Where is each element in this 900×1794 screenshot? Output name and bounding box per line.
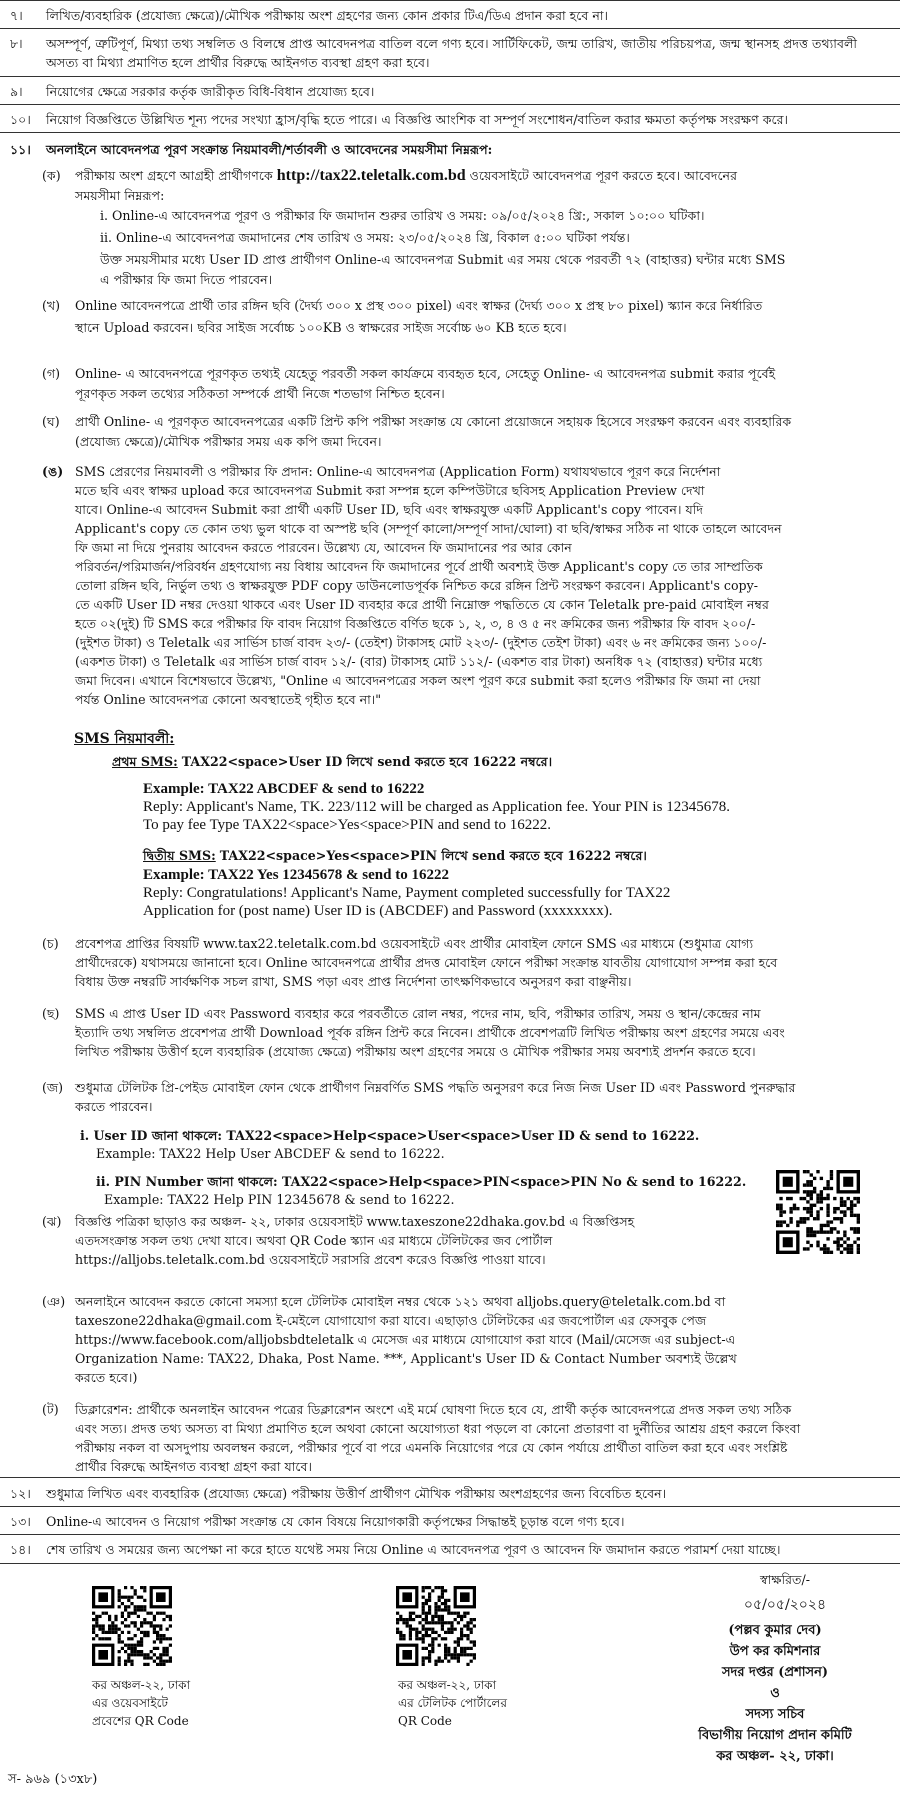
- sub-ch-line: প্রবেশপত্র প্রাপ্তির বিষয়টি www.tax22.teletalk.com.bd ওয়েবসাইটে এবং প্রার্থীর মোবাইল ফোনে SMS এর মাধ্যমে (শুধুমাত্র যোগ্য: [75, 936, 754, 951]
- sub-j-i1: i. User ID জানা থাকলে: TAX22<space>Help<space>User<space>User ID & send to 16222.: [80, 1128, 700, 1143]
- signature-line: সদস্য সচিব: [745, 1707, 805, 1722]
- signature-signed: স্বাক্ষরিত/-: [760, 1572, 810, 1587]
- sub-ch-line: প্রার্থীদেরকে) যথাসময়ে জানানো হবে। Online আবেদনপত্রে প্রার্থীর প্রদত্ত মোবাইল ফোনে পরীক্ষা সংক্রান্ত যাবতীয় যোগাযোগ সম্পন্ন করা হবে: [75, 955, 778, 970]
- sub-k-text-b: ওয়েবসাইটে আবেদনপত্র পূরণ করতে হবে। আবেদনের: [469, 168, 737, 183]
- signature-date: ০৫/০৫/২০২৪: [743, 1597, 827, 1613]
- sub-kh-line1: Online আবেদনপত্রে প্রার্থী তার রঙ্গিন ছবি (দৈর্ঘ্য ৩০০ x প্রস্থ ৩০০ pixel) এবং স্বাক্ষর (দৈর্ঘ্য ৩০০ x প্রস্থ ৮০ pixel) স্ক্যান করে নির্ধারিত: [75, 298, 763, 313]
- divider: [0, 28, 900, 29]
- sub-t-line: ডিক্লারেশন: প্রার্থীকে অনলাইন আবেদন পত্রের ডিক্লারেশন অংশে এই মর্মে ঘোষণা দিতে হবে যে, প্রার্থী কর্তৃক আবেদনপত্রে প্রদত্ত সকল তথ্য সঠিক: [75, 1402, 792, 1417]
- sub-ng-line: (দুইশত টাকা) ও Teletalk এর সার্ভিস চার্জ বাবদ ২৩/- (তেইশ) টাকাসহ মোট ২২৩/- (দুইশত তেইশ টাকা) এবং ৬ নং ক্রমিকের জন্য ১০০/-: [75, 635, 767, 650]
- sub-ng-line: জমা দিবেন। এখানে বিশেষভাবে উল্লেখ্য, "Online এ আবেদনপত্রের সকল অংশ পূরণ করে submit করা হলেও পরীক্ষার ফি জমা না দেয়া: [75, 673, 761, 688]
- sms-second-label: দ্বিতীয় SMS:: [143, 848, 216, 863]
- teletalk-url: http://tax22.teletalk.com.bd: [276, 167, 466, 184]
- signature-line: কর অঞ্চল- ২২, ঢাকা।: [716, 1749, 834, 1764]
- sub-k-note2: এ পরীক্ষার ফি জমা দিতে পারবেন।: [100, 272, 273, 287]
- qr-teletalk-caption: [398, 1676, 598, 1730]
- sms-reply-1b: To pay fee Type TAX22<space>Yes<space>PIN and send to 16222.: [143, 817, 551, 833]
- item-number: ১২।: [10, 1486, 31, 1501]
- item-number: ১৩।: [10, 1514, 31, 1529]
- sub-k-line1: [75, 166, 887, 185]
- divider: [0, 1506, 900, 1507]
- sub-j-line: করতে পারবেন।: [75, 1099, 153, 1114]
- item-10-text: নিয়োগ বিজ্ঞপ্তিতে উল্লিখিত শূন্য পদের সংখ্যা হ্রাস/বৃদ্ধি হতে পারে। এ বিজ্ঞপ্তি আংশিক বা সম্পূর্ণ সংশোধন/বাতিল করার ক্ষমতা কর্তৃপক্ষ সংরক্ষণ করে।: [46, 112, 789, 127]
- sub-j-ex2: Example: TAX22 Help PIN 12345678 & send to 16222.: [104, 1192, 455, 1207]
- divider: [0, 1563, 900, 1564]
- sub-t-line: প্রার্থীর বিরুদ্ধে আইনগত ব্যবস্থা গ্রহণ করা যাবে।: [75, 1459, 312, 1474]
- sub-jh-line: বিজ্ঞপ্তি পত্রিকা ছাড়াও কর অঞ্চল- ২২, ঢাকার ওয়েবসাইট www.taxeszone22dhaka.gov.bd এ বিজ্ঞপ্তিসহ: [75, 1214, 635, 1229]
- sub-chh-line: লিখিত পরীক্ষায় উত্তীর্ণ হলে ব্যবহারিক (প্রযোজ্য ক্ষেত্রে) পরীক্ষায় অংশ গ্রহণের সময়ে ও মৌখিক পরীক্ষার সময় অবশ্যই প্রদর্শন করতে হবে।: [75, 1044, 756, 1059]
- sub-label: (ঙ): [42, 464, 64, 479]
- item-9-text: নিয়োগের ক্ষেত্রে সরকার কর্তৃক জারীকৃত বিধি-বিধান প্রযোজ্য হবে।: [46, 84, 375, 99]
- qr-code-teletalk: [396, 1586, 476, 1666]
- sub-nya-line: taxeszone22dhaka@gmail.com ই-মেইলে যোগাযোগ করা যাবে। এছাড়াও টেলিটকের এর জবপোর্টাল এর ফেসবুক পেজ: [75, 1313, 707, 1328]
- sub-ng-line: যাবে। Online-এ আবেদন Submit করা প্রার্থী একটি User ID, ছবি এবং স্বাক্ষরযুক্ত একটি Applicant's copy পাবেন। যদি: [75, 502, 703, 517]
- sms-second: [143, 846, 893, 865]
- sms-reply-2b: Application for (post name) User ID is (ABCDEF) and Password (xxxxxxxx).: [143, 903, 613, 919]
- sms-first-text: TAX22<space>User ID লিখে send করতে হবে 16222 নম্বরে।: [181, 754, 553, 769]
- qr-caption-line: প্রবেশের QR Code: [92, 1714, 189, 1728]
- sms-example-2: Example: TAX22 Yes 12345678 & send to 16222: [143, 867, 449, 883]
- item-11-heading: অনলাইনে আবেদনপত্র পূরণ সংক্রান্ত নিয়মাবলী/শর্তাবলী ও আবেদনের সময়সীমা নিম্নরূপ:: [46, 142, 493, 157]
- sub-label: (ঝ): [42, 1214, 62, 1229]
- sub-j-ex1: Example: TAX22 Help User ABCDEF & send to 16222.: [96, 1146, 445, 1161]
- sub-k-note1: উক্ত সময়সীমার মধ্যে User ID প্রাপ্ত প্রার্থীগণ Online-এ আবেদনপত্র Submit এর সময় থেকে পরবর্তী ৭২ (বাহাত্তর) ঘন্টার মধ্যে SMS: [100, 252, 786, 267]
- divider: [0, 0, 900, 1]
- divider: [0, 132, 900, 133]
- sub-k-line2: সময়সীমা নিম্নরূপ:: [75, 188, 165, 203]
- sub-jh-body: [75, 1212, 765, 1269]
- sub-label: (ঞ): [42, 1294, 66, 1309]
- item-number: ১১।: [10, 142, 31, 157]
- sub-ng-line: পরিবর্তন/পরিমার্জন/পরিবর্ধন গ্রহণযোগ্য নয় বিধায় আবেদন ফি জমাদানের পূর্বে প্রার্থী অবশ্যই উক্ত Applicant's copy তে তার সাম্প্রতিক: [75, 559, 763, 574]
- sub-k-ii: ii. Online-এ আবেদনপত্র জমাদানের শেষ তারিখ ও সময়: ২৩/০৫/২০২৪ খ্রি, বিকাল ৫:০০ ঘটিকা পর্যন্ত।: [100, 230, 630, 245]
- sub-nya-line: Organization Name: TAX22, Dhaka, Post Name. ***, Applicant's User ID & Contact Number অবশ্যই উল্লেখ: [75, 1351, 737, 1366]
- sms-rules-title: SMS নিয়মাবলী:: [74, 731, 175, 747]
- sub-j-line: শুধুমাত্র টেলিটক প্রি-পেইড মোবাইল ফোন থেকে প্রার্থীগণ নিম্নবর্ণিত SMS পদ্ধতি অনুসরণ করে নিজ নিজ User ID এবং Password পুনরুদ্ধার: [75, 1080, 796, 1095]
- item-12-text: শুধুমাত্র লিখিত এবং ব্যবহারিক (প্রযোজ্য ক্ষেত্রে) পরীক্ষায় উত্তীর্ণ প্রার্থীগণ মৌখিক পরীক্ষায় অংশগ্রহণের জন্য বিবেচিত হবেন।: [46, 1486, 667, 1501]
- sub-ng-line: তে একটি User ID নম্বর দেওয়া থাকবে এবং User ID ব্যবহার করে প্রার্থী নিম্নোক্ত পদ্ধতিতে যে কোন Teletalk pre-paid মোবাইল নম্বর: [75, 597, 769, 612]
- item-number: ৭।: [10, 8, 23, 23]
- signature-line: উপ কর কমিশনার: [729, 1644, 821, 1659]
- sub-nya-line: অনলাইনে আবেদন করতে কোনো সমস্যা হলে টেলিটক মোবাইল নম্বর থেকে ১২১ অথবা alljobs.query@teletalk.com.bd বা: [75, 1294, 726, 1309]
- divider: [0, 1477, 900, 1478]
- sub-chh-body: [75, 1004, 890, 1061]
- item-number: ১০।: [10, 112, 31, 127]
- qr-caption-line: এর টেলিটক পোর্টালের: [398, 1696, 507, 1710]
- sub-ng-line: হতে ০২(দুই) টি SMS করে পরীক্ষার ফি বাবদ নিয়োগ বিজ্ঞপ্তিতে বর্ণিত ছকে ১, ২, ৩, ৪ ও ৫ নং ক্রমিকের জন্য পরীক্ষার ফি বাবদ ২০০/-: [75, 616, 756, 631]
- sub-jh-line: এতদসংক্রান্ত সকল তথ্য দেখা যাবে। অথবা QR Code স্ক্যান এর মাধ্যমে টেলিটকের জব পোর্টাল: [75, 1233, 553, 1248]
- signature-line: সদর দপ্তর (প্রশাসন): [721, 1665, 829, 1680]
- sub-k-i: i. Online-এ আবেদনপত্র পূরণ ও পরীক্ষার ফি জমাদান শুরুর তারিখ ও সময়: ০৯/০৫/২০২৪ খ্রি:, সকাল ১০:০০ ঘটিকা।: [100, 208, 705, 223]
- item-13-text: Online-এ আবেদন ও নিয়োগ পরীক্ষা সংক্রান্ত যে কোন বিষয়ে নিয়োগকারী কর্তৃপক্ষের সিদ্ধান্তই চূড়ান্ত বলে গণ্য হবে।: [46, 1514, 625, 1529]
- qr-caption-line: এর ওয়েবসাইটে: [92, 1696, 168, 1710]
- sub-label: (চ): [42, 936, 59, 951]
- sub-nya-line: করতে হবে।): [75, 1370, 138, 1385]
- sub-g-line2: পূরণকৃত সকল তথ্যের সঠিকতা সম্পর্কে প্রার্থী নিজে শতভাগ নিশ্চিত হবেন।: [75, 386, 445, 401]
- sub-ng-body: [75, 462, 890, 709]
- sub-ng-line: তোলা রঙ্গিন ছবি, নির্ভুল তথ্য ও স্বাক্ষরযুক্ত PDF copy ডাউনলোডপূর্বক নিশ্চিত করে রঙ্গিন প্রিন্ট সংরক্ষণ করবেন। Applicant's copy-: [75, 578, 758, 593]
- item-14-text: শেষ তারিখ ও সময়ের জন্য অপেক্ষা না করে হাতে যথেষ্ট সময় নিয়ে Online এ আবেদনপত্র পূরণ ও আবেদন ফি জমাদান করতে পরামর্শ দেয়া যাচ্ছে।: [46, 1542, 781, 1557]
- qr-code-website: [92, 1586, 172, 1666]
- signature-line: (পল্লব কুমার দেব): [728, 1623, 822, 1638]
- divider: [0, 104, 900, 105]
- sub-ng-line: SMS প্রেরণের নিয়মাবলী ও পরীক্ষার ফি প্রদান: Online-এ আবেদনপত্র (Application Form) যথাযথভাবে পূরণ করে নির্দেশনা: [75, 464, 721, 479]
- item-number: ৯।: [10, 84, 23, 99]
- signature-line: বিভাগীয় নিয়োগ প্রদান কমিটি: [698, 1728, 852, 1743]
- sub-j-i2: ii. PIN Number জানা থাকলে: TAX22<space>Help<space>PIN<space>PIN No & send to 16222.: [96, 1174, 747, 1189]
- sub-kh-line2: স্থানে Upload করবেন। ছবির সাইজ সর্বোচ্চ ১০০KB ও স্বাক্ষরের সাইজ সর্বোচ্চ ৬০ KB হতে হবে।: [75, 320, 567, 335]
- sub-t-line: পরীক্ষায় নকল বা অসদুপায় অবলম্বন করলে, পরীক্ষার পূর্বে বা পরে এমনকি নিয়োগের পরে যে কোন পর্যায়ে প্রার্থীতা বাতিল করা হবে এবং সংশ্লিষ্ট: [75, 1440, 788, 1455]
- sub-label: (ছ): [42, 1006, 60, 1021]
- item-8-text: অসম্পূর্ণ, ত্রুটিপূর্ণ, মিথ্যা তথ্য সম্বলিত ও বিলম্বে প্রাপ্ত আবেদনপত্র বাতিল বলে গণ্য হবে। সার্টিফিকেট, জন্ম তারিখ, জাতীয় পরিচয়পত্র, জন্ম স্থানসহ প্রদত্ত তথ্যাবলী অসত্য বা মিথ্যা প্রমাণিত হলে প্রার্থীর বিরুদ্ধে আইনগত ব্যবস্থা গ্রহণ করা হবে।: [46, 36, 857, 70]
- sub-t-body: [75, 1400, 890, 1476]
- sub-gh-line1: প্রার্থী Online- এ পূরণকৃত আবেদনপত্রের একটি প্রিন্ট কপি পরীক্ষা সংক্রান্ত যে কোনো প্রয়োজনে সহায়ক হিসেবে সংরক্ষণ করবেন এবং ব্যবহারিক: [75, 414, 792, 429]
- sub-ng-line: (একশত টাকা) ও Teletalk এর সার্ভিস চার্জ বাবদ ১২/- (বার) টাকাসহ মোট ১১২/- (একশত বার টাকা) অনধিক ৭২ (বাহাত্তর) ঘন্টার মধ্যে: [75, 654, 763, 669]
- sub-gh-line2: (প্রযোজ্য ক্ষেত্রে)/মৌখিক পরীক্ষার সময় এক কপি জমা দিবেন।: [75, 434, 382, 449]
- sub-label: (ঘ): [42, 414, 60, 429]
- item-number: ১৪।: [10, 1542, 31, 1557]
- sub-jh-line: https://alljobs.teletalk.com.bd ওয়েবসাইটে সরাসরি প্রবেশ করেও বিজ্ঞপ্তি পাওয়া যাবে।: [75, 1252, 546, 1267]
- sub-label: (ট): [42, 1402, 59, 1417]
- sms-first: [112, 752, 892, 771]
- qr-code-right: [776, 1170, 860, 1254]
- signature-block: [660, 1620, 890, 1767]
- qr-caption-line: কর অঞ্চল-২২, ঢাকা: [398, 1678, 497, 1692]
- qr-caption-line: QR Code: [398, 1714, 452, 1728]
- qr-caption-line: কর অঞ্চল-২২, ঢাকা: [92, 1678, 191, 1692]
- divider: [0, 76, 900, 77]
- sub-label: (খ): [42, 298, 61, 313]
- sub-ng-line: পর্যন্ত Online আবেদনপত্র কোনো অবস্থাতেই গৃহীত হবে না।": [75, 692, 382, 707]
- sub-g-line1: Online- এ আবেদনপত্রে পূরণকৃত তথ্যই যেহেতু পরবর্তী সকল কার্যক্রমে ব্যবহৃত হবে, সেহেতু Online- এ আবেদনপত্র submit করার পূর্বেই: [75, 366, 776, 381]
- sub-nya-body: [75, 1292, 890, 1387]
- sms-first-label: প্রথম SMS:: [112, 754, 178, 769]
- footer-code: স- ৯৬৯ (১৩x৮): [8, 1772, 98, 1787]
- sub-label: (গ): [42, 366, 61, 381]
- sub-ng-line: Applicant's copy তে কোন তথ্য ভুল থাকে বা অস্পষ্ট ছবি (সম্পূর্ণ কালো/সম্পূর্ণ সাদা/ঘোলা) বা ছবি/স্বাক্ষর সঠিক না থাকে তাহলে আবেদন: [75, 521, 782, 536]
- sms-example-1: Example: TAX22 ABCDEF & send to 16222: [143, 781, 425, 797]
- sms-reply-2a: Reply: Congratulations! Applicant's Name, Payment completed successfully for TAX22: [143, 885, 671, 901]
- sub-ch-body: [75, 934, 890, 991]
- sub-label: (ক): [42, 168, 61, 183]
- qr-website-caption: [92, 1676, 292, 1730]
- sub-chh-line: ইত্যাদি তথ্য সম্বলিত প্রবেশপত্র প্রার্থী Download পূর্বক রঙ্গিন প্রিন্ট করে নিবেন। প্রার্থীকে প্রবেশপত্রটি লিখিত পরীক্ষায় অংশ গ্রহণের সময়ে এবং: [75, 1025, 785, 1040]
- item-number: ৮।: [10, 36, 23, 51]
- sub-ng-line: ফি জমা না দিয়ে পুনরায় আবেদন করতে পারবেন। উল্লেখ্য যে, আবেদন ফি জমাদানের পর আর কোন: [75, 540, 572, 555]
- sub-ch-line: বিধায় উক্ত নম্বরটি সার্বক্ষণিক সচল রাখা, SMS পড়া এবং প্রাপ্ত নির্দেশনা তাৎক্ষণিকভাবে অনুসরণ করা বাঞ্ছনীয়।: [75, 974, 632, 989]
- divider: [0, 1534, 900, 1535]
- sub-chh-line: SMS এ প্রাপ্ত User ID এবং Password ব্যবহার করে পরবর্তীতে রোল নম্বর, পদের নাম, ছবি, পরীক্ষার তারিখ, সময় ও স্থান/কেন্দ্রের নাম: [75, 1006, 761, 1021]
- sub-label: (জ): [42, 1080, 64, 1095]
- sub-nya-line: https://www.facebook.com/alljobsbdteletalk এ মেসেজ এর মাধ্যমে যোগাযোগ করা যাবে (Mail/মেসেজ এর subject-এ: [75, 1332, 736, 1347]
- sub-t-line: এবং সত্য। প্রদত্ত তথ্য অসত্য বা মিথ্যা প্রমাণিত হলে অথবা কোনো অযোগ্যতা ধরা পড়লে বা কোনো প্রতারণা বা দুর্নীতির আশ্রয় গ্রহণ করলে কিংবা: [75, 1421, 801, 1436]
- item-7-text: লিখিত/ব্যবহারিক (প্রযোজ্য ক্ষেত্রে)/মৌখিক পরীক্ষায় অংশ গ্রহণের জন্য কোন প্রকার টিএ/ডিএ প্রদান করা হবে না।: [46, 8, 609, 23]
- sub-k-text-a: পরীক্ষায় অংশ গ্রহণে আগ্রহী প্রার্থীগণকে: [75, 168, 273, 183]
- signature-line: ও: [770, 1686, 780, 1701]
- sub-j-body: [75, 1078, 890, 1116]
- sub-ng-line: মতে ছবি এবং স্বাক্ষর upload করে আবেদনপত্র Submit করা সম্পন্ন হলে কম্পিউটারে ছবিসহ Application Preview দেখা: [75, 483, 705, 498]
- sms-reply-1a: Reply: Applicant's Name, TK. 223/112 will be charged as Application fee. Your PIN is 12345678.: [143, 799, 730, 815]
- sms-second-text: TAX22<space>Yes<space>PIN লিখে send করতে হবে 16222 নম্বরে।: [219, 848, 647, 863]
